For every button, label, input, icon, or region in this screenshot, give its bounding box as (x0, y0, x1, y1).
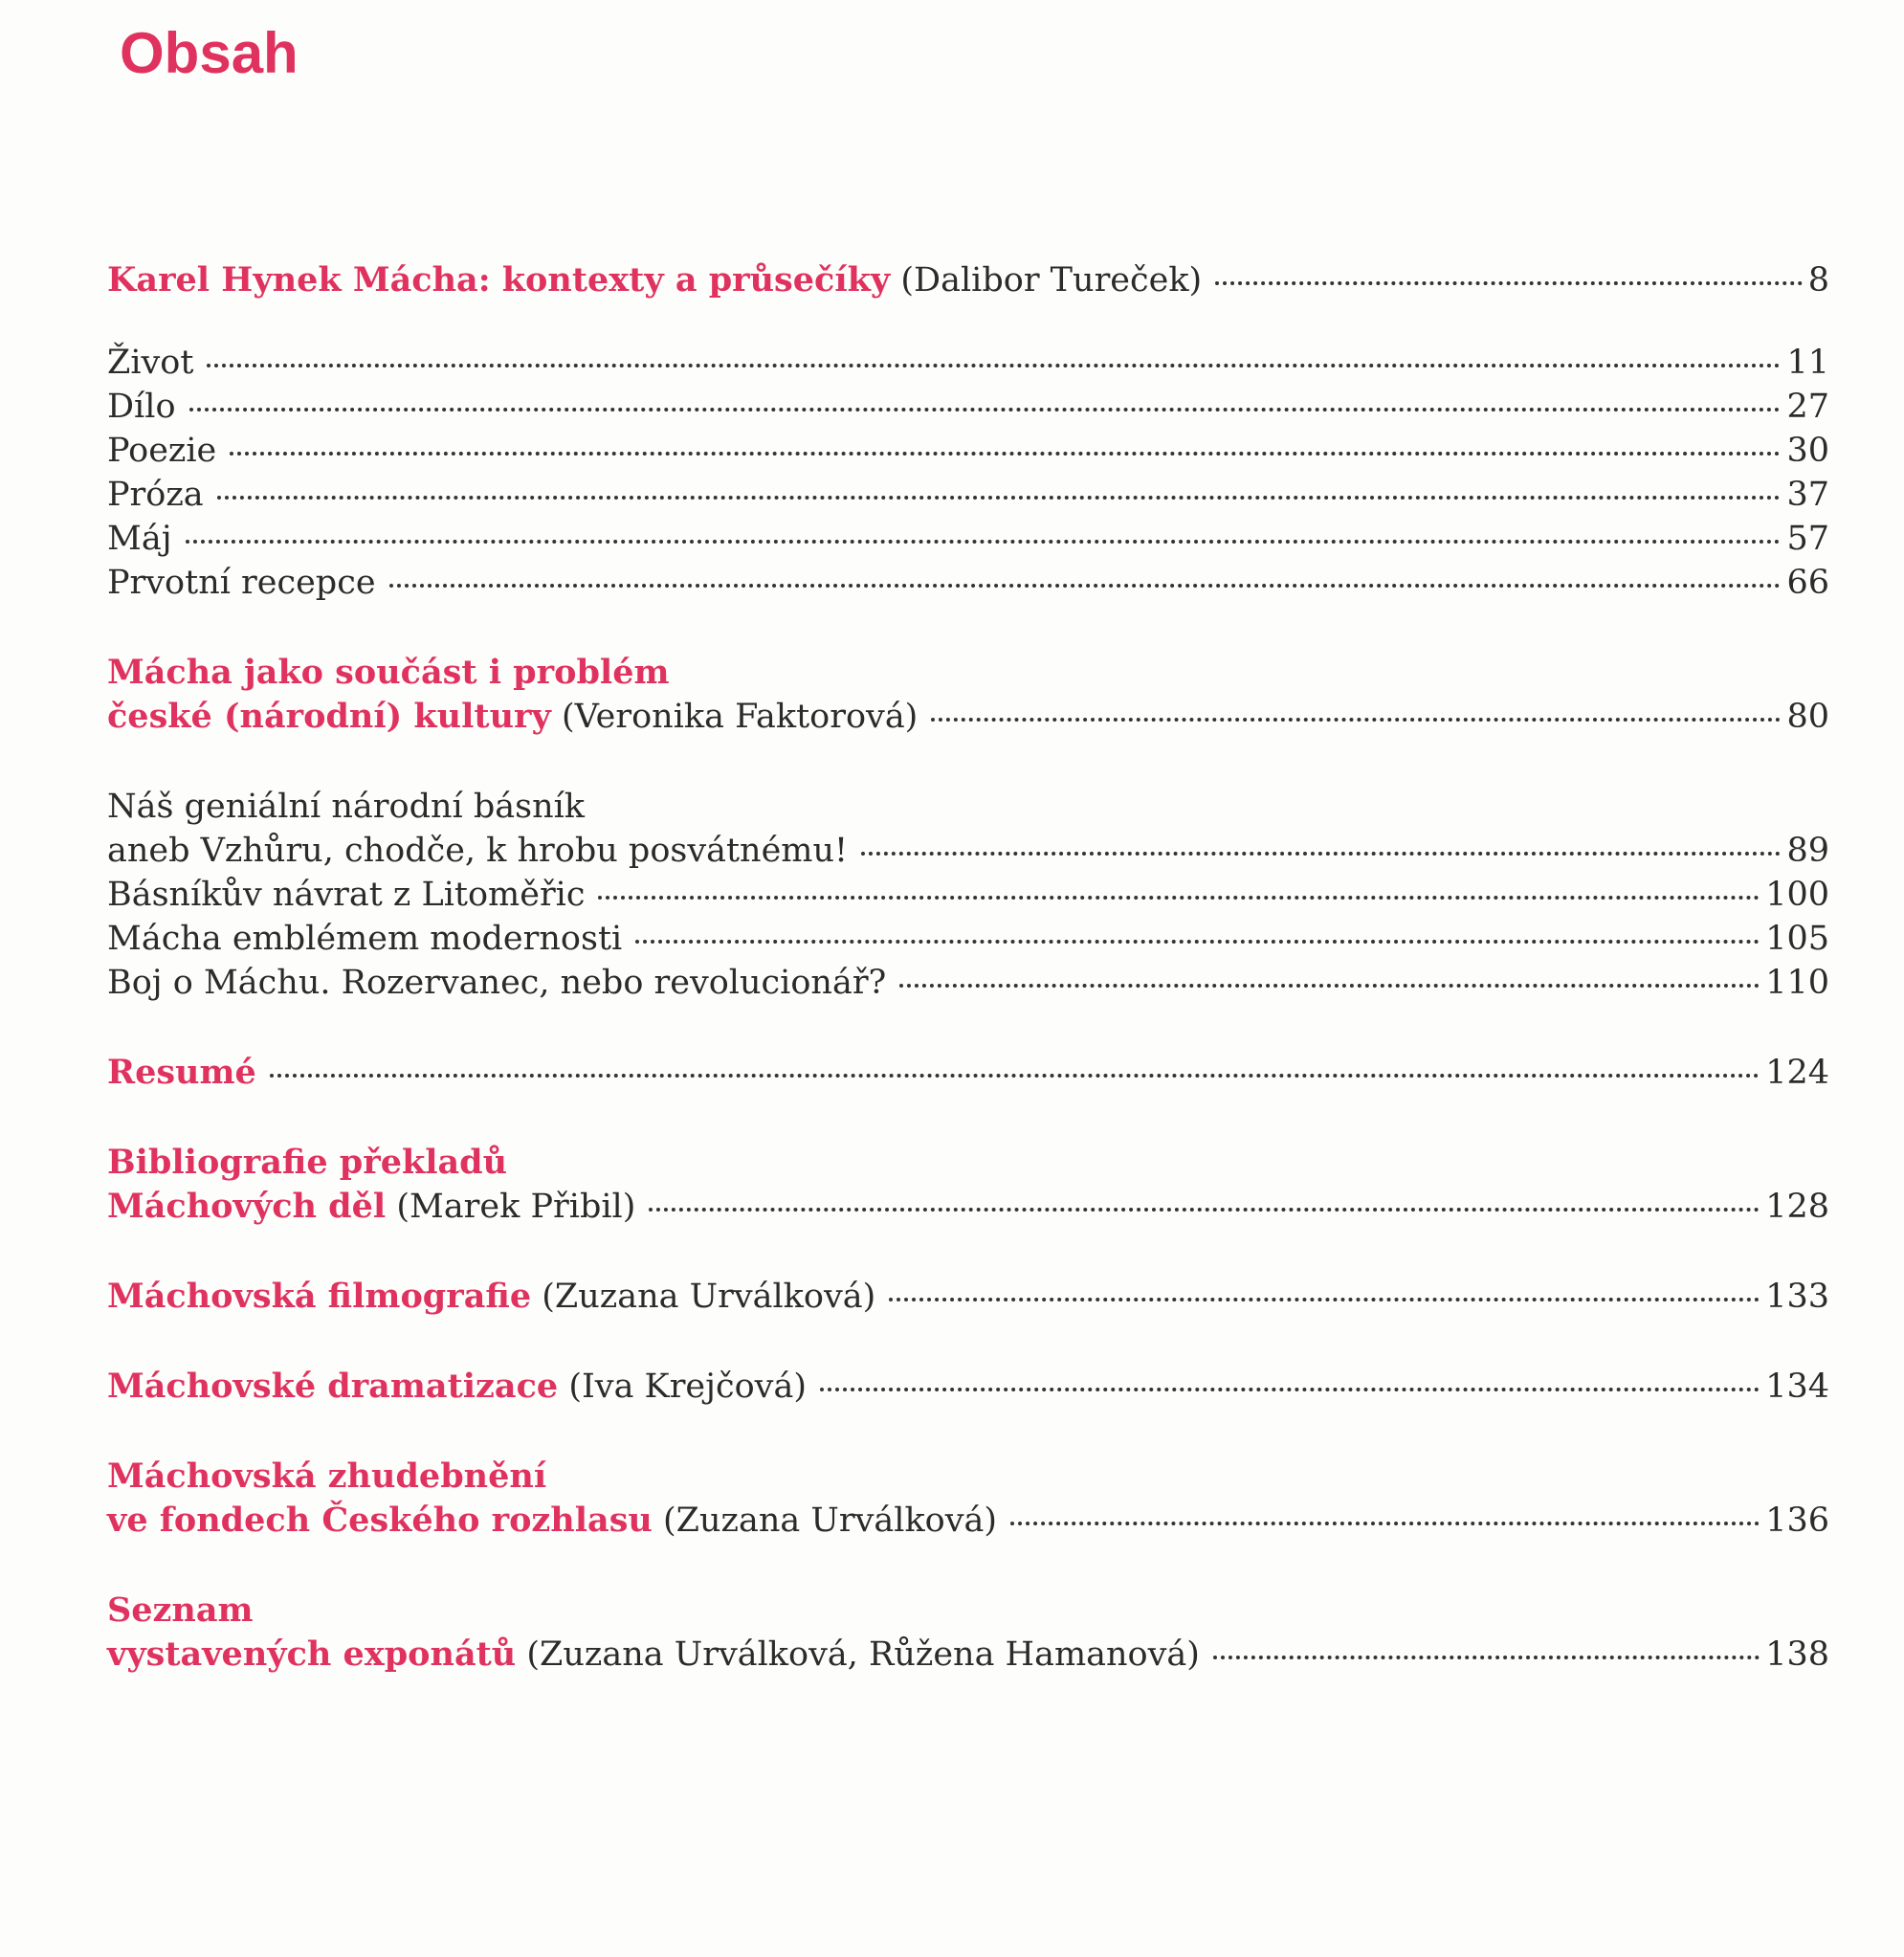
toc-entry-author: (Zuzana Urválková) (542, 1278, 876, 1316)
toc-entry-page: 8 (1807, 261, 1829, 300)
toc-entry-author: (Dalibor Tureček) (900, 261, 1203, 300)
toc-entry-title-line1: Máchovská zhudebnění (107, 1457, 547, 1496)
toc-entry-title-line1: Seznam (107, 1590, 254, 1630)
toc-entry-section[interactable] (107, 695, 1829, 739)
dot-leader (820, 1388, 1760, 1391)
toc-entry-page: 89 (1786, 832, 1829, 870)
toc-entry-page: 80 (1786, 698, 1829, 736)
toc-entry-title: Mácha emblémem modernosti (107, 920, 623, 958)
toc-entry-title-line2: české (národní) kultury (107, 697, 551, 736)
toc-entry-sub[interactable] (107, 473, 1829, 517)
toc-entry-section[interactable] (107, 1365, 1829, 1409)
toc-entry-page: 105 (1765, 920, 1829, 958)
toc-entry-title-line2: Máchových děl (107, 1187, 387, 1226)
toc-entry-title: Karel Hynek Mácha: kontexty a průsečíky (107, 260, 891, 300)
toc-entry-page: 136 (1765, 1501, 1829, 1540)
toc-entry-page: 110 (1765, 964, 1829, 1002)
toc-entry-sub[interactable] (107, 429, 1829, 473)
toc-entry-title-line1: Bibliografie překladů (107, 1143, 508, 1182)
dot-leader (389, 584, 1782, 588)
toc-entry-sub[interactable] (107, 961, 1829, 1005)
toc-entry-page: 57 (1786, 520, 1829, 558)
dot-leader (230, 452, 1781, 456)
toc-entry-title-line2: ve fondech Českého rozhlasu (107, 1501, 653, 1540)
dot-leader (861, 852, 1781, 856)
toc-entry-section[interactable] (107, 1275, 1829, 1319)
toc-entry-page: 11 (1786, 344, 1829, 382)
toc-entry-title: Boj o Máchu. Rozervanec, nebo revolucionář? (107, 964, 887, 1002)
toc-entry-page: 66 (1786, 564, 1829, 602)
toc-entry-title: Život (107, 344, 194, 382)
toc-entry-title: Básníkův návrat z Litoměřic (107, 876, 586, 914)
toc-entry-section[interactable] (107, 1051, 1829, 1095)
toc-entry-sub[interactable] (107, 917, 1829, 961)
toc-entry-title: Resumé (107, 1053, 256, 1092)
toc-entry-author: (Marek Přibil) (396, 1188, 636, 1226)
toc-entry-title: Dílo (107, 388, 176, 426)
toc-entry-page: 133 (1765, 1278, 1829, 1316)
table-of-contents (107, 258, 1829, 1677)
toc-entry-sub[interactable] (107, 341, 1829, 385)
toc-entry-section[interactable] (107, 1185, 1829, 1229)
toc-entry-page: 128 (1765, 1188, 1829, 1226)
toc-entry-title: Poezie (107, 432, 217, 470)
toc-entry-page: 27 (1786, 388, 1829, 426)
toc-entry-title-line1: Mácha jako součást i problém (107, 653, 670, 692)
toc-entry-sub[interactable] (107, 829, 1829, 873)
toc-entry-author: (Zuzana Urválková) (663, 1501, 998, 1540)
toc-entry-page: 37 (1786, 476, 1829, 514)
dot-leader (207, 364, 1781, 367)
toc-entry-page: 30 (1786, 432, 1829, 470)
toc-entry-page: 124 (1765, 1054, 1829, 1092)
toc-entry-title-line2: vystavených exponátů (107, 1635, 517, 1674)
toc-entry-sub[interactable] (107, 517, 1829, 561)
toc-entry-page: 134 (1765, 1368, 1829, 1406)
dot-leader (1213, 1656, 1760, 1659)
toc-entry-section[interactable] (107, 258, 1829, 302)
toc-entry-author: (Veronika Faktorová) (561, 698, 919, 736)
toc-entry-title: Próza (107, 476, 204, 514)
dot-leader (270, 1074, 1760, 1078)
dot-leader (635, 940, 1760, 944)
toc-entry-title: Prvotní recepce (107, 564, 376, 602)
toc-entry-title-line1: Náš geniální národní básník (107, 788, 586, 826)
toc-entry-title: Máchovská filmografie (107, 1277, 532, 1316)
toc-entry-page: 100 (1765, 876, 1829, 914)
dot-leader (189, 408, 1782, 411)
toc-entry-sub[interactable] (107, 873, 1829, 917)
dot-leader (1215, 281, 1803, 285)
dot-leader (217, 496, 1782, 500)
toc-entry-author: (Zuzana Urválková, Růžena Hamanová) (526, 1635, 1200, 1674)
dot-leader (931, 718, 1781, 722)
dot-leader (598, 896, 1760, 900)
toc-entry-sub[interactable] (107, 561, 1829, 605)
toc-entry-title-line2: aneb Vzhůru, chodče, k hrobu posvátnému! (107, 832, 849, 870)
toc-entry-title: Máchovské dramatizace (107, 1367, 559, 1406)
dot-leader (889, 1298, 1760, 1301)
dot-leader (649, 1208, 1760, 1212)
toc-entry-author: (Iva Krejčová) (568, 1368, 807, 1406)
toc-entry-section[interactable] (107, 1633, 1829, 1677)
toc-entry-sub[interactable] (107, 385, 1829, 429)
dot-leader (899, 984, 1760, 988)
toc-entry-section[interactable] (107, 1499, 1829, 1543)
dot-leader (1010, 1522, 1760, 1525)
toc-entry-title: Máj (107, 520, 172, 558)
toc-entry-page: 138 (1765, 1635, 1829, 1674)
dot-leader (186, 540, 1782, 544)
page-title: Obsah (120, 21, 299, 85)
